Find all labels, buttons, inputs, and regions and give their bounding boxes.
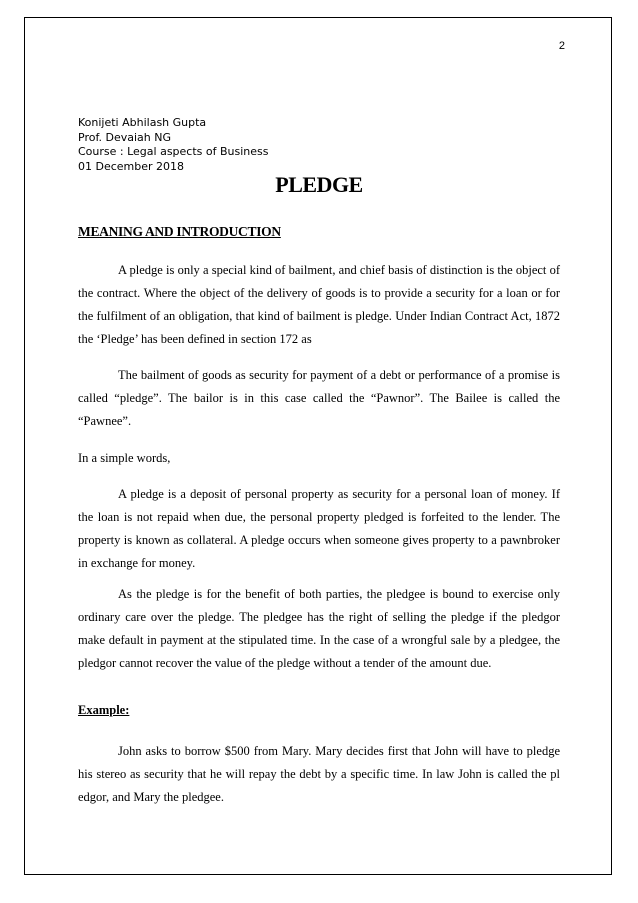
example-heading: Example: — [78, 703, 130, 717]
paragraph-text: John asks to borrow $500 from Mary. Mary decides first that John will have to pledge his stereo as security that he will repay the debt by a specific time. In law John is called the pl edgor, and Mary the pledgee. — [78, 744, 560, 804]
paragraph-3 — [78, 447, 560, 470]
paragraph-text: As the pledge is for the benefit of both parties, the pledgee is bound to exercise only ordinary care over the pledge. The pledgee has the right of selling the pledge if the pledgor make default in payment at the stipulated time. In the case of a wrongful sale by a pledgee, the pledgor cannot recover the value of the pledge without a tender of the amount due. — [78, 587, 560, 670]
paragraph-1 — [78, 259, 560, 351]
paragraph-5 — [78, 583, 560, 675]
professor-name: Prof. Devaiah NG — [78, 130, 172, 144]
paragraph-text: The bailment of goods as security for payment of a debt or performance of a promise is called “pledge”. The bailor is in this case called the “Pawnor”. The Bailee is called the “Pawnee”. — [78, 368, 560, 428]
section-heading: MEANING AND INTRODUCTION — [78, 224, 281, 239]
paragraph-text: A pledge is a deposit of personal property as security for a personal loan of money. If the loan is not repaid when due, the personal property pledged is forfeited to the lender. The property is known as collateral. A pledge occurs when someone gives property to a pawnbroker in exchange for money. — [78, 487, 560, 570]
paragraph-2 — [78, 364, 560, 433]
document-title: PLEDGE — [275, 172, 363, 197]
course-name: Course : Legal aspects of Business — [78, 145, 269, 158]
example-paragraph — [78, 740, 560, 809]
paragraph-text: A pledge is only a special kind of bailment, and chief basis of distinction is the object of the contract. Where the object of the delivery of goods is to provide a security for a loan or for the fulfilment of an obligation, that kind of bailment is pledge. Under Indian Contract Act, 1872 the ‘Pledge’ has been defined in section 172 as — [78, 263, 560, 346]
document-date: 01 December 2018 — [78, 159, 185, 173]
paragraph-4 — [78, 483, 560, 575]
author-header — [78, 116, 269, 174]
page-number: 2 — [558, 40, 565, 52]
author-name: Konijeti Abhilash Gupta — [78, 116, 207, 129]
paragraph-text: In a simple words, — [78, 451, 171, 465]
